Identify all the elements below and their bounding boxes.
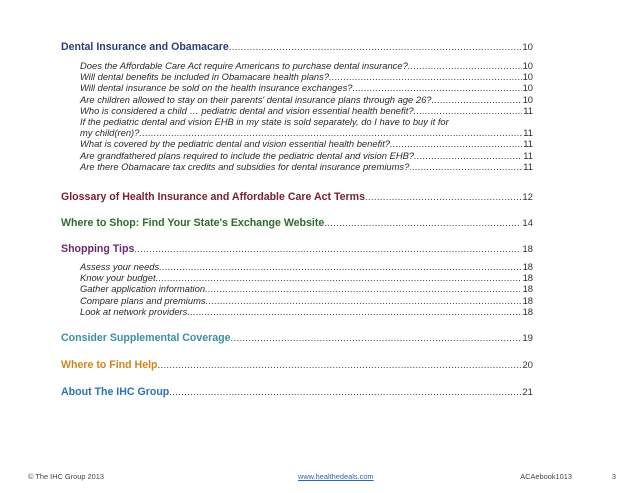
section-title: Glossary of Health Insurance and Affordable Care Act Terms — [61, 191, 365, 204]
page-number: 18 — [522, 244, 533, 256]
dot-leader — [187, 306, 521, 317]
dot-leader — [432, 94, 522, 105]
item-text: Are there Obamacare tax credits and subsidies for dental insurance premiums? — [80, 160, 410, 172]
item-text: Know your budget — [80, 272, 156, 284]
dot-leader — [229, 41, 522, 55]
item-text: Gather application information — [80, 283, 206, 295]
dot-leader — [365, 191, 521, 205]
dot-leader — [158, 359, 522, 373]
item-text-line1: If the pediatric dental and vision EHB in my state is sold separately, do I have to buy it for — [80, 116, 449, 128]
dot-leader — [206, 295, 522, 306]
page-number: 11 — [523, 149, 533, 161]
dot-leader — [134, 243, 521, 257]
dot-leader — [139, 127, 522, 138]
page-number: 11 — [523, 127, 533, 139]
toc-item[interactable] — [61, 138, 533, 149]
page-number: 18 — [522, 272, 533, 284]
item-text: Does the Affordable Care Act require Americans to purchase dental insurance? — [80, 60, 408, 71]
item-text: Assess your needs — [80, 261, 160, 273]
section-title: Consider Supplemental Coverage — [61, 332, 231, 345]
toc-item[interactable] — [61, 161, 533, 172]
section-title: Where to Find Help — [61, 359, 158, 372]
section-title: Shopping Tips — [61, 243, 135, 256]
toc-section-shopping-tips[interactable] — [61, 242, 533, 257]
section-title: About The IHC Group — [61, 386, 170, 399]
page-number: 11 — [523, 138, 533, 150]
toc-item[interactable] — [61, 295, 533, 306]
toc-item[interactable] — [61, 272, 533, 283]
section-title: Where to Shop: Find Your State's Exchange Website — [61, 217, 325, 230]
toc-item[interactable] — [61, 261, 533, 272]
page-number: 21 — [522, 387, 533, 399]
page-number: 11 — [523, 104, 533, 116]
toc-section-dental-insurance[interactable] — [61, 40, 533, 55]
website-link[interactable]: www.healthedeals.com — [298, 472, 374, 481]
item-text: Compare plans and premiums — [80, 294, 206, 306]
item-text: Who is considered a child … pediatric dental and vision essential health benefit? — [80, 104, 414, 116]
dot-leader — [408, 60, 522, 71]
dot-leader — [390, 138, 522, 149]
toc-section-where-to-shop[interactable] — [61, 216, 533, 231]
page-number: 20 — [522, 360, 533, 372]
footer-page-number: 3 — [611, 472, 616, 481]
item-text: Will dental benefits be included in Obamacare health plans? — [80, 71, 330, 83]
toc-item[interactable] — [61, 105, 533, 116]
dot-leader — [205, 283, 521, 294]
page-footer — [28, 472, 616, 484]
item-text-line2: my child(ren)? — [80, 127, 140, 139]
toc-item[interactable] — [61, 82, 533, 93]
page-number: 10 — [522, 71, 533, 83]
page-number: 18 — [522, 305, 533, 317]
dot-leader — [324, 217, 521, 231]
ebook-code: ACAebook1013 — [520, 472, 572, 481]
page-number: 10 — [522, 82, 533, 94]
item-text: Are grandfathered plans required to include the pediatric dental and vision EHB? — [80, 149, 415, 161]
toc-item[interactable] — [61, 150, 533, 161]
dot-leader — [169, 386, 521, 400]
section-title: Dental Insurance and Obamacare — [61, 41, 229, 53]
item-text: What is covered by the pediatric dental and vision essential health benefit? — [80, 138, 391, 150]
page-number: 10 — [522, 93, 533, 105]
toc-section-about[interactable] — [61, 385, 533, 400]
page-number: 14 — [522, 218, 533, 230]
item-text: Will dental insurance be sold on the health insurance exchanges? — [80, 82, 353, 94]
page-number: 12 — [522, 192, 533, 204]
page-number: 10 — [522, 60, 533, 71]
dot-leader — [156, 272, 522, 283]
copyright-text: © The IHC Group 2013 — [28, 472, 104, 481]
toc-item[interactable] — [61, 283, 533, 294]
page-number: 18 — [522, 261, 533, 273]
page-number: 10 — [522, 42, 533, 53]
dot-leader — [414, 150, 522, 161]
toc-section-supplemental[interactable] — [61, 331, 533, 346]
page-number: 18 — [522, 294, 533, 306]
toc-item[interactable] — [61, 94, 533, 105]
dot-leader — [159, 261, 521, 272]
dot-leader — [329, 71, 522, 82]
dot-leader — [414, 105, 523, 116]
dot-leader — [409, 161, 522, 172]
toc-item[interactable] — [61, 306, 533, 317]
item-text: Look at network providers — [80, 305, 188, 317]
toc-item[interactable] — [61, 71, 533, 82]
dot-leader — [231, 332, 522, 346]
page-number: 18 — [522, 283, 533, 295]
toc-item-multiline[interactable] — [61, 116, 533, 138]
toc-section-glossary[interactable] — [61, 190, 533, 205]
page-number: 19 — [522, 333, 533, 345]
item-text: Are children allowed to stay on their parents' dental insurance plans through age 26? — [80, 93, 432, 105]
table-of-contents — [61, 40, 533, 400]
toc-item[interactable] — [61, 60, 533, 71]
dot-leader — [353, 82, 522, 93]
page-number: 11 — [523, 160, 533, 172]
toc-section-find-help[interactable] — [61, 358, 533, 373]
